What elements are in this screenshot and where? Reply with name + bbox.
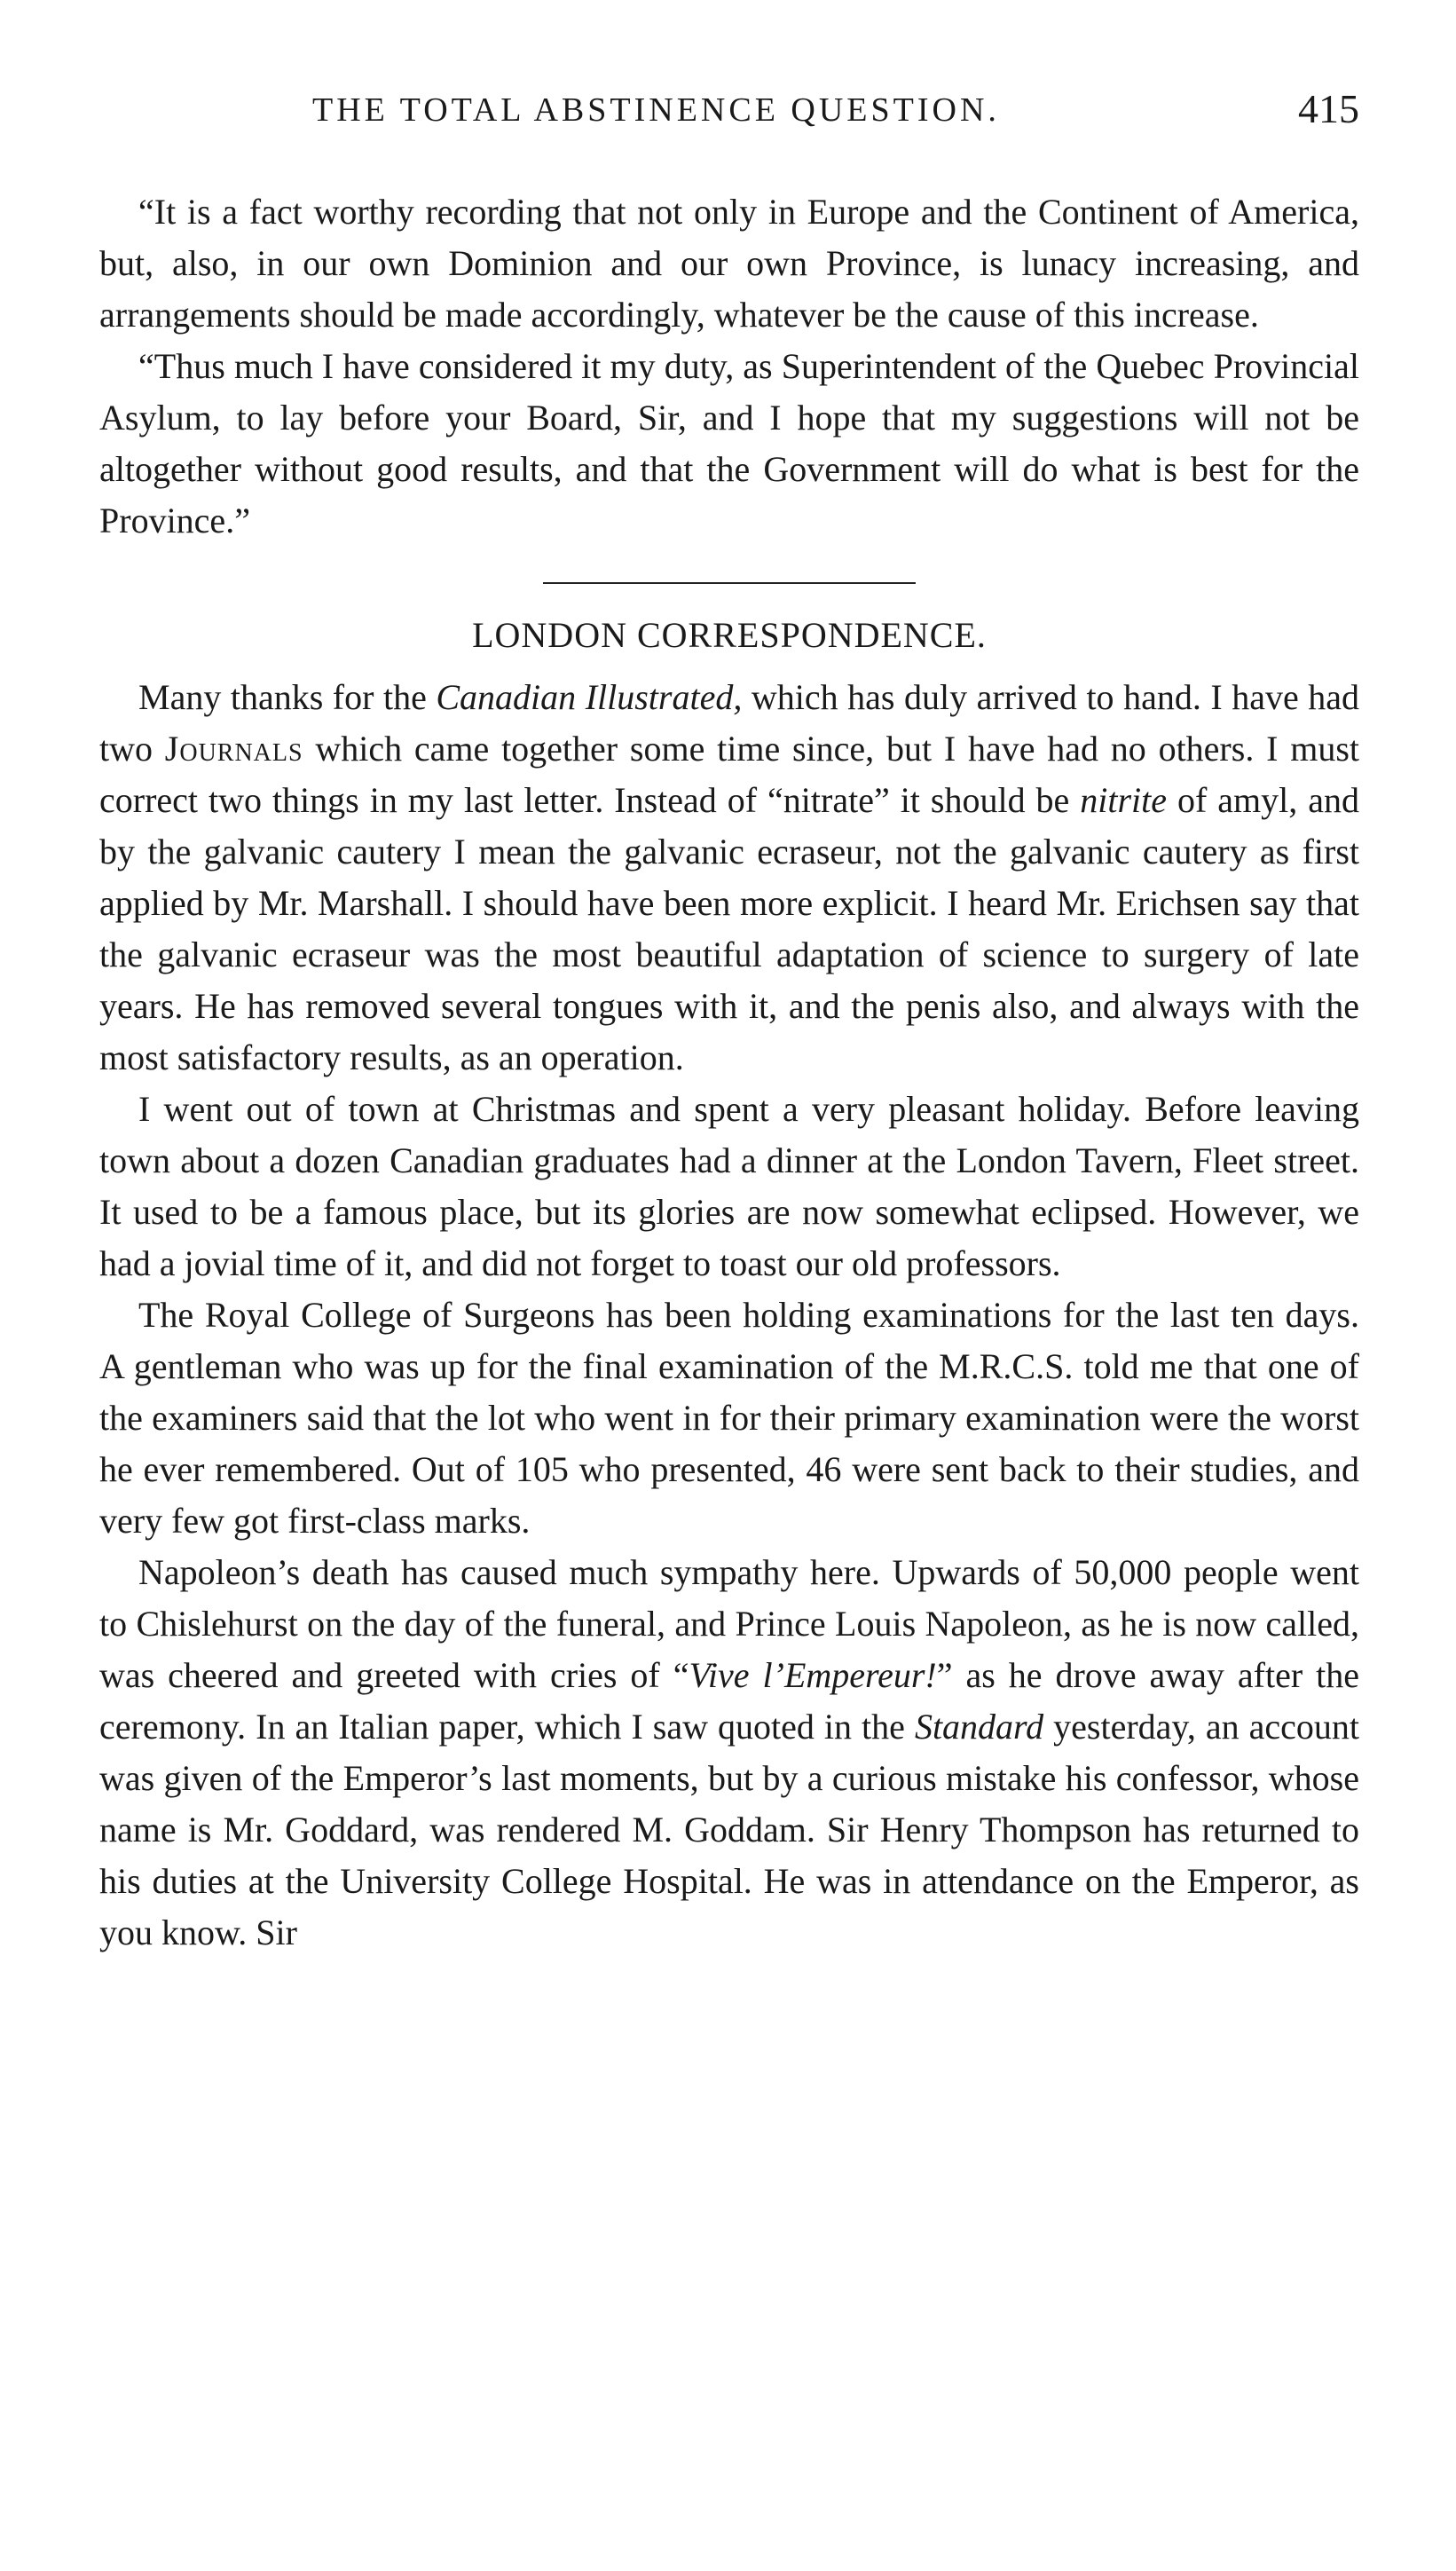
text-run: Many thanks for the — [138, 677, 437, 717]
body-paragraph-3: The Royal College of Surgeons has been holding examinations for the last ten days. A gentleman who was up for the final examination of the M.R.C.S. told me that one of the examiners said that the lot who went in for their primary examination were the worst he ever remembered. Out of 105 who presented, 46 were sent back to their studies, and very few got first-class marks. — [99, 1295, 1359, 1541]
body-paragraph-1 — [99, 672, 1359, 1084]
text-run: ” as he drove away after the ceremony. In an Italian paper, which I saw quoted in the — [99, 1655, 1359, 1747]
running-head — [99, 85, 1359, 147]
small-caps-word: Journals — [164, 729, 303, 769]
text-run: which has duly arrived to hand. I have had two — [99, 677, 1359, 769]
text-run: of amyl, and by the galvanic cautery I mean the galvanic ecraseur, not the galvanic cautery as first applied by Mr. Marshall. I should have been more explicit. I heard Mr. Erichsen say that the galvanic ecraseur was the most beautiful adaptation of science to surgery of late years. He has removed several tongues with it, and the penis also, and always with the most satisfactory results, as an operation. — [99, 780, 1359, 1077]
body-paragraph-2: I went out of town at Christmas and spent a very pleasant holiday. Before leaving town about a dozen Canadian graduates had a dinner at the London Tavern, Fleet street. It used to be a famous place, but its glories are now somewhat eclipsed. However, we had a jovial time of it, and did not forget to toast our old professors. — [99, 1089, 1359, 1283]
quote-paragraph-1: “It is a fact worthy recording that not only in Europe and the Continent of America, but, also, in our own Dominion and our own Province, is lunacy increasing, and arrangements should be made accordingly, whatever be the cause of this increase. — [99, 192, 1359, 335]
section-divider — [543, 582, 916, 584]
text-run: which came together some time since, but I have had no others. I must correct two things in my last letter. Instead of “nitrate” it should be — [99, 729, 1359, 820]
section-title: LONDON CORRESPONDENCE. — [472, 615, 987, 655]
text-run: yesterday, an account was given of the Emperor’s last moments, but by a curious mistake his confessor, whose name is Mr. Goddard, was rendered M. Goddam. Sir Henry Thompson has returned to his duties at the University College Hospital. He was in attendance on the Emperor, as you know. Sir — [99, 1707, 1359, 1952]
running-title: THE TOTAL ABSTINENCE QUESTION. — [312, 91, 1000, 129]
page-number: 415 — [1298, 86, 1359, 131]
quote-paragraph-2: “Thus much I have considered it my duty, as Superintendent of the Quebec Provincial Asylum, to lay before your Board, Sir, and I hope that my suggestions will not be altogether without good results, and that the Government will do what is best for the Province.” — [99, 346, 1359, 540]
italic-phrase: Vive l’Empereur! — [689, 1655, 937, 1695]
italic-newspaper: Standard — [914, 1707, 1044, 1747]
text-run: Napoleon’s death has caused much sympathy here. Upwards of 50,000 people went to Chislehurst on the day of the funeral, and Prince Louis Napoleon, as he is now called, was cheered and greeted with cries of “ — [99, 1552, 1359, 1695]
book-page — [99, 85, 1359, 1959]
italic-word: nitrite — [1080, 780, 1168, 820]
italic-title: Canadian Illustrated, — [436, 677, 743, 717]
body-paragraph-4 — [99, 1547, 1359, 1959]
